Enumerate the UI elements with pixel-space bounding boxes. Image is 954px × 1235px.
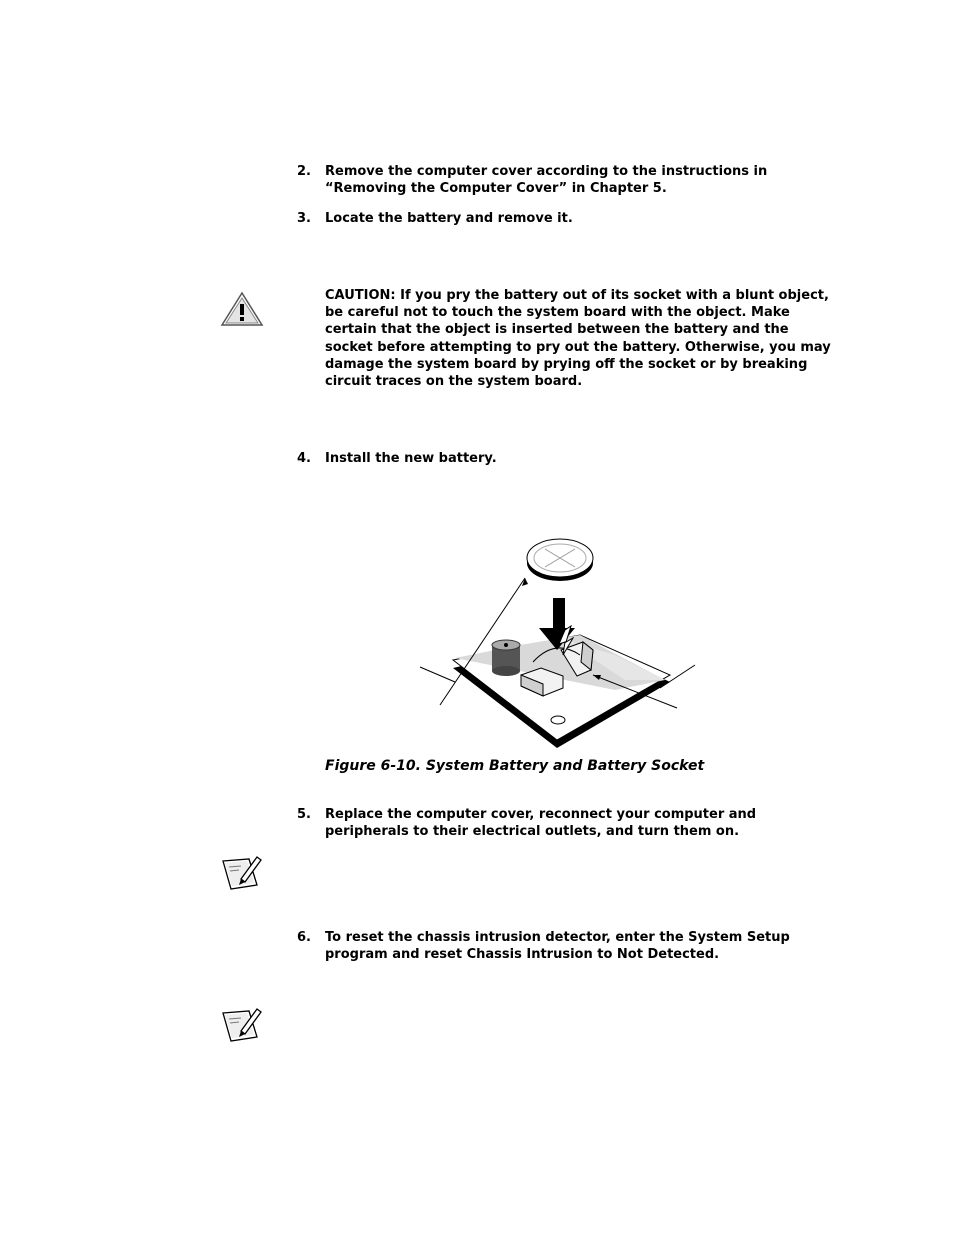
step-text: Install the new battery. (325, 451, 497, 466)
battery-illustration (415, 530, 705, 755)
step-number: 5. (297, 807, 311, 822)
step-text: To reset the chassis intrusion detector, enter the System Setup program and reset Chassis Intrusion to Not Detected. (325, 930, 790, 962)
step-6 (297, 929, 837, 963)
step-4 (297, 450, 837, 467)
step-3 (297, 210, 837, 227)
note-pencil-icon (221, 1007, 263, 1045)
step-5 (297, 806, 837, 840)
step-text: Locate the battery and remove it. (325, 211, 573, 226)
step-2 (297, 163, 837, 197)
step-number: 4. (297, 451, 311, 466)
step-number: 3. (297, 211, 311, 226)
figure-caption: Figure 6-10. System Battery and Battery Socket (325, 758, 705, 774)
step-number: 2. (297, 164, 311, 179)
note-pencil-icon (221, 855, 263, 893)
caution-text: CAUTION: If you pry the battery out of its socket with a blunt object, be careful not to touch the system board with the object. Make certain that the object is inserted between the battery and the socket before attempting to pry out the battery. Otherwise, you may damage the system board by prying off the socket or by breaking circuit traces on the system board. (325, 288, 831, 390)
step-text: Remove the computer cover according to the instructions in “Removing the Computer Cover” in Chapter 5. (325, 164, 768, 196)
caution-triangle-icon (219, 290, 265, 328)
step-text: Replace the computer cover, reconnect your computer and peripherals to their electrical outlets, and turn them on. (325, 807, 757, 839)
step-number: 6. (297, 930, 311, 945)
